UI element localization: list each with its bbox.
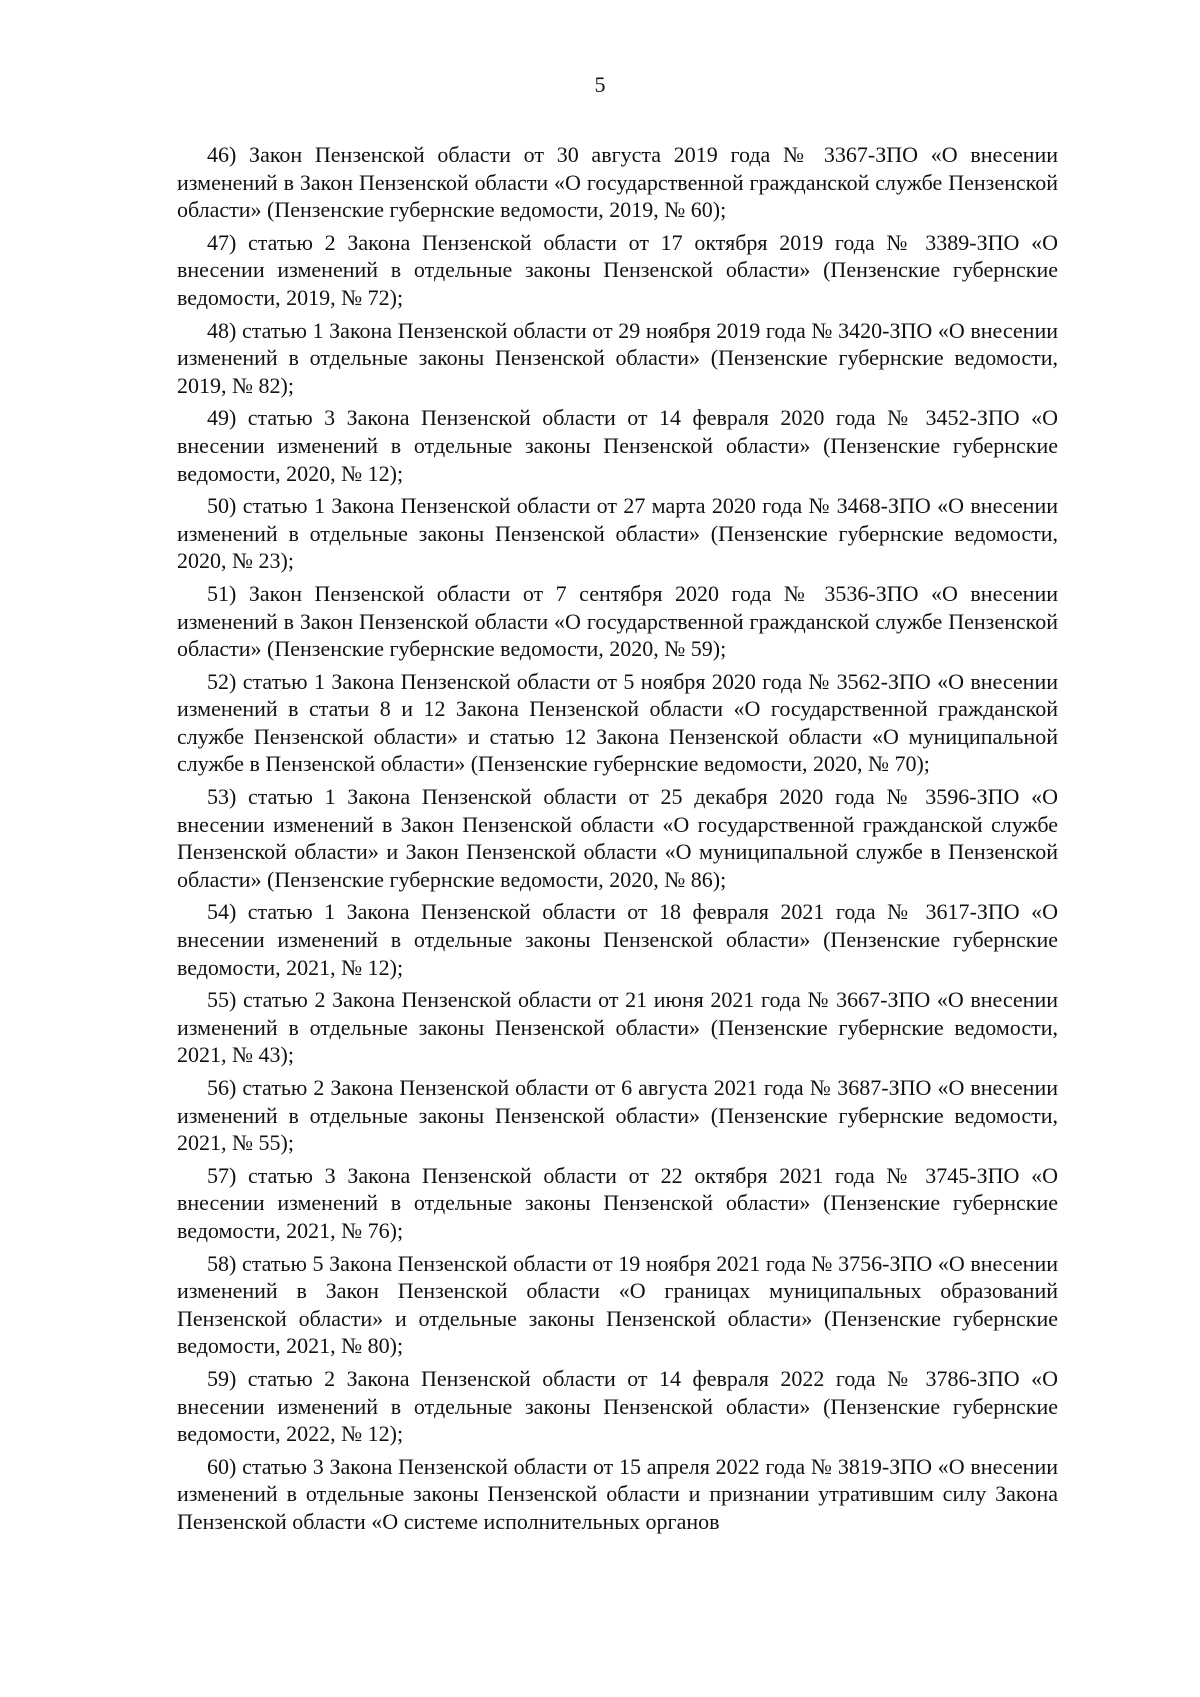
document-body — [177, 141, 1058, 1541]
list-item-58: 58) статью 5 Закона Пензенской области от 19 ноября 2021 года № 3756-ЗПО «О внесении изменений в Закон Пензенской области «О границах муниципальных образований Пензенской области» и отдельные законы Пензенской области» (Пензенские губернские ведомости, 2021, № 80); — [177, 1250, 1058, 1359]
list-item-59: 59) статью 2 Закона Пензенской области от 14 февраля 2022 года № 3786-ЗПО «О внесении изменений в отдельные законы Пензенской области» (Пензенские губернские ведомости, 2022, № 12); — [177, 1365, 1058, 1447]
page-number: 5 — [594, 72, 606, 97]
list-item-46: 46) Закон Пензенской области от 30 августа 2019 года № 3367-ЗПО «О внесении изменений в Закон Пензенской области «О государственной гражданской службе Пензенской области» (Пензенские губернские ведомости, 2019, № 60); — [177, 142, 1058, 223]
list-item-55: 55) статью 2 Закона Пензенской области от 21 июня 2021 года № 3667-ЗПО «О внесении изменений в отдельные законы Пензенской области» (Пензенские губернские ведомости, 2021, № 43); — [177, 987, 1058, 1068]
list-item-48: 48) статью 1 Закона Пензенской области от 29 ноября 2019 года № 3420-ЗПО «О внесении изменений в отдельные законы Пензенской области» (Пензенские губернские ведомости, 2019, № 82); — [177, 317, 1058, 398]
list-item-52: 52) статью 1 Закона Пензенской области от 5 ноября 2020 года № 3562-ЗПО «О внесении изменений в статьи 8 и 12 Закона Пензенской области «О государственной гражданской службе Пензенской области» и статью 12 Закона Пензенской области «О муниципальной службе в Пензенской области» (Пензенские губернские ведомости, 2020, № 70); — [177, 668, 1058, 777]
list-item-47: 47) статью 2 Закона Пензенской области от 17 октября 2019 года № 3389-ЗПО «О внесении изменений в отдельные законы Пензенской области» (Пензенские губернские ведомости, 2019, № 72); — [177, 229, 1058, 310]
list-item-56: 56) статью 2 Закона Пензенской области от 6 августа 2021 года № 3687-ЗПО «О внесении изменений в отдельные законы Пензенской области» (Пензенские губернские ведомости, 2021, № 55); — [177, 1075, 1058, 1156]
list-item-49: 49) статью 3 Закона Пензенской области от 14 февраля 2020 года № 3452-ЗПО «О внесении изменений в отдельные законы Пензенской области» (Пензенские губернские ведомости, 2020, № 12); — [177, 405, 1058, 486]
list-item-50: 50) статью 1 Закона Пензенской области от 27 марта 2020 года № 3468-ЗПО «О внесении изменений в отдельные законы Пензенской области» (Пензенские губернские ведомости, 2020, № 23); — [177, 493, 1058, 574]
list-item-60: 60) статью 3 Закона Пензенской области от 15 апреля 2022 года № 3819-ЗПО «О внесении изменений в отдельные законы Пензенской области и признании утратившим силу Закона Пензенской области «О системе исполнительных органов — [177, 1453, 1058, 1534]
list-item-51: 51) Закон Пензенской области от 7 сентября 2020 года № 3536-ЗПО «О внесении изменений в Закон Пензенской области «О государственной гражданской службе Пензенской области» (Пензенские губернские ведомости, 2020, № 59); — [177, 580, 1058, 662]
list-item-53: 53) статью 1 Закона Пензенской области от 25 декабря 2020 года № 3596-ЗПО «О внесении изменений в Закон Пензенской области «О государственной гражданской службе Пензенской области» и Закон Пензенской области «О муниципальной службе в Пензенской области» (Пензенские губернские ведомости, 2020, № 86); — [177, 784, 1058, 892]
list-item-54: 54) статью 1 Закона Пензенской области от 18 февраля 2021 года № 3617-ЗПО «О внесении изменений в отдельные законы Пензенской области» (Пензенские губернские ведомости, 2021, № 12); — [177, 899, 1058, 980]
list-item-57: 57) статью 3 Закона Пензенской области от 22 октября 2021 года № 3745-ЗПО «О внесении изменений в отдельные законы Пензенской области» (Пензенские губернские ведомости, 2021, № 76); — [177, 1162, 1058, 1243]
